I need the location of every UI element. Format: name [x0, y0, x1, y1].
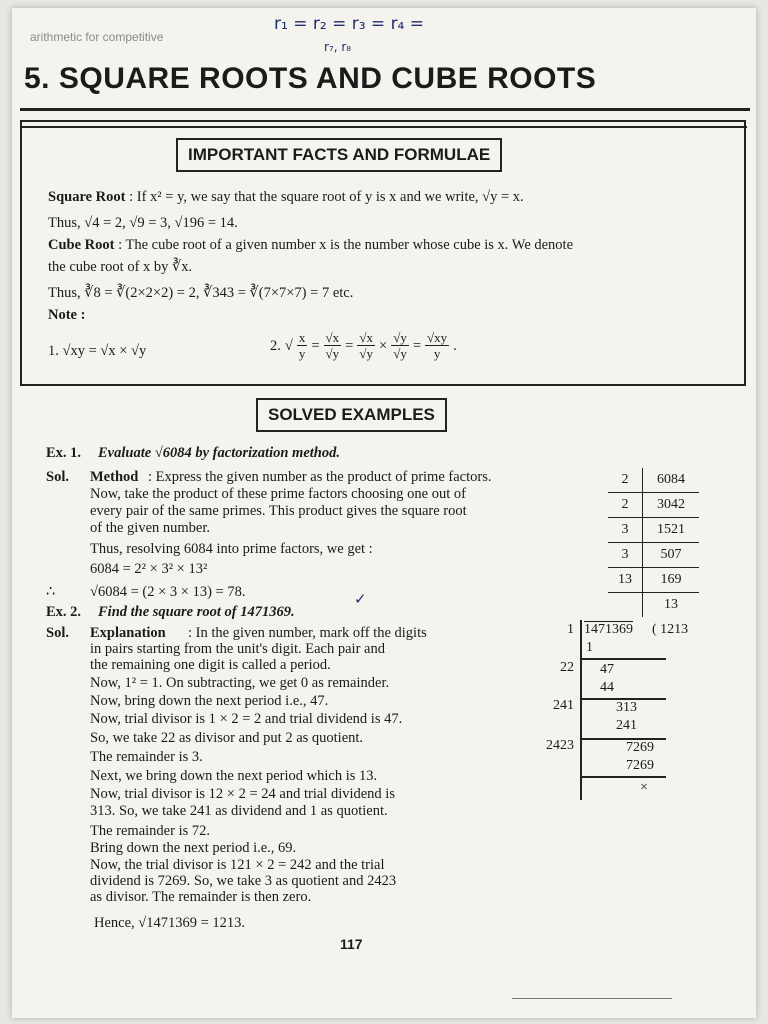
cube-root-notation: the cube root of x by ∛x.: [48, 259, 193, 275]
factor-divisor: [608, 593, 643, 618]
ld-step: 241: [616, 718, 637, 733]
ex2-sol-label: Sol.: [46, 625, 69, 641]
ex1-line-4: of the given number.: [90, 520, 211, 536]
ld-vertical-bar: [580, 620, 582, 800]
ex2-line-2: in pairs starting from the unit's digit. Each pair and: [90, 641, 385, 657]
factor-divisor: 3: [608, 518, 643, 543]
factor-divisor: 2: [608, 468, 643, 493]
factor-quotient: 169: [643, 568, 700, 593]
factor-divisor: 13: [608, 568, 643, 593]
ex2-line-14: Now, the trial divisor is 121 × 2 = 242 and the trial: [90, 857, 385, 873]
facts-top-rule: [20, 126, 747, 128]
ld-step: ×: [640, 780, 648, 795]
factor-quotient: 3042: [643, 493, 700, 518]
facts-box-title: IMPORTANT FACTS AND FORMULAE: [176, 138, 502, 172]
ex2-line-1: : In the given number, mark off the digits: [188, 625, 427, 641]
ld-step: 44: [600, 680, 614, 695]
ex2-line-8: The remainder is 3.: [90, 749, 203, 765]
ld-step: 1: [586, 640, 593, 655]
ld-step: 7269: [626, 758, 654, 773]
ld-rule: [580, 658, 666, 660]
factorization-table: [608, 468, 699, 617]
factor-divisor: 2: [608, 493, 643, 518]
chapter-title: 5. SQUARE ROOTS AND CUBE ROOTS: [24, 62, 597, 95]
square-root-text: : If x² = y, we say that the square root of y is x and we write, √y = x.: [129, 189, 524, 205]
page-number: 117: [340, 936, 363, 952]
ex2-line-11: 313. So, we take 241 as dividend and 1 as quotient.: [90, 803, 388, 819]
ex2-line-16: as divisor. The remainder is then zero.: [90, 889, 312, 905]
cube-root-example: Thus, ∛8 = ∛(2×2×2) = 2, ∛343 = ∛(7×7×7) = 7 etc.: [48, 285, 354, 301]
ld-divisor: 2423: [546, 738, 574, 753]
factor-quotient: 6084: [643, 468, 700, 493]
running-header: arithmetic for competitive: [30, 30, 164, 44]
ex2-line-13: Bring down the next period i.e., 69.: [90, 840, 297, 856]
ex1-line-1: : Express the given number as the product of prime factors.: [148, 469, 492, 485]
ex2-question: Find the square root of 1471369.: [98, 604, 295, 620]
ex1-line-3: every pair of the same primes. This product gives the square root: [90, 503, 467, 519]
ld-step: 47: [600, 662, 614, 677]
handwritten-notes-below: r₇, r₈: [324, 40, 352, 54]
ex1-sol-label: Sol.: [46, 469, 69, 485]
note-formula-2: 2. √ $\frac{x}{y}$ = $\frac{√x}{√y}$ = $\frac{√x}{√y}$ × $\frac{√y}{√y}$ = $\frac{√xy}{y}$ .: [270, 330, 457, 361]
ld-step: 313: [616, 700, 637, 715]
ex2-line-3: the remaining one digit is called a period.: [90, 657, 331, 673]
ex2-line-4: Now, 1² = 1. On subtracting, we get 0 as remainder.: [90, 675, 390, 691]
ld-rule: [580, 776, 666, 778]
note-formula-2-number: 2.: [270, 337, 281, 354]
cube-root-text: : The cube root of a given number x is the number whose cube is x. We denote: [118, 237, 574, 253]
ex1-question: Evaluate √6084 by factorization method.: [98, 445, 340, 461]
handwritten-checkmark-icon: ✓: [354, 590, 367, 608]
handwritten-notes-top: r₁ = r₂ = r₃ = r₄ =: [274, 14, 425, 34]
solved-examples-title: SOLVED EXAMPLES: [256, 398, 447, 432]
ex2-line-15: dividend is 7269. So, we take 3 as quotient and 2423: [90, 873, 397, 889]
note-label: Note :: [48, 307, 86, 323]
ld-divisor: 1: [567, 622, 574, 637]
bottom-pencil-line: [512, 998, 672, 999]
factor-quotient: 507: [643, 543, 700, 568]
textbook-page: [12, 8, 756, 1018]
therefore-symbol: ∴: [46, 584, 56, 600]
cube-root-label: Cube Root: [48, 237, 115, 253]
ex2-line-10: Now, trial divisor is 12 × 2 = 24 and trial dividend is: [90, 786, 395, 802]
square-root-label: Square Root: [48, 189, 126, 205]
long-division: [504, 618, 714, 808]
ex2-result: Hence, √1471369 = 1213.: [94, 915, 246, 931]
ld-divisor: 241: [553, 698, 574, 713]
ex1-result: √6084 = (2 × 3 × 13) = 78.: [90, 584, 246, 600]
square-root-definition: [48, 188, 524, 206]
ld-divisor: 22: [560, 660, 574, 675]
ex1-label: Ex. 1.: [46, 445, 82, 461]
square-root-example: Thus, √4 = 2, √9 = 3, √196 = 14.: [48, 215, 238, 231]
ex2-line-6: Now, trial divisor is 1 × 2 = 2 and trial dividend is 47.: [90, 711, 403, 727]
ex1-line-5: Thus, resolving 6084 into prime factors, we get :: [90, 541, 373, 557]
ex2-line-9: Next, we bring down the next period which is 13.: [90, 768, 378, 784]
ld-step: 7269: [626, 740, 654, 755]
ex1-method-label: Method: [90, 469, 139, 485]
title-underline: [20, 108, 750, 111]
factor-quotient: 13: [664, 597, 678, 612]
ex2-line-12: The remainder is 72.: [90, 823, 210, 839]
ex2-line-7: So, we take 22 as divisor and put 2 as quotient.: [90, 730, 364, 746]
note-formula-1: 1. √xy = √x × √y: [48, 343, 147, 359]
ex2-label: Ex. 2.: [46, 604, 82, 620]
factor-divisor: 3: [608, 543, 643, 568]
ex1-line-2: Now, take the product of these prime factors choosing one out of: [90, 486, 466, 502]
factor-quotient: 1521: [643, 518, 700, 543]
ex2-line-5: Now, bring down the next period i.e., 47.: [90, 693, 329, 709]
ex1-line-6: 6084 = 2² × 3² × 13²: [90, 561, 208, 577]
ex2-explanation-label: Explanation: [90, 625, 166, 641]
ld-quotient: ( 1213: [652, 622, 689, 637]
note-formula-2-end: .: [453, 337, 457, 354]
ld-dividend: 1471369: [584, 622, 633, 637]
cube-root-definition: [48, 236, 573, 254]
